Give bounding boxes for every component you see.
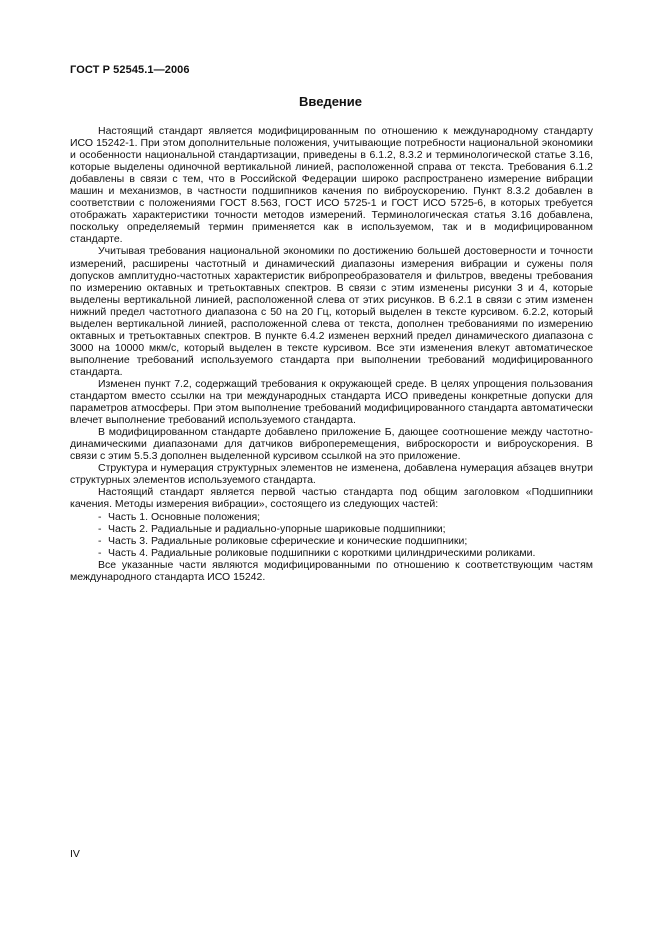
list-item-text: Часть 4. Радиальные роликовые подшипники с короткими цилиндрическими роликами. xyxy=(108,546,536,559)
paragraph: Структура и нумерация структурных элементов не изменена, добавлена нумерация абзацев внутри структурных элементов используемого стандарта. xyxy=(70,462,593,487)
list-item-text: Часть 1. Основные положения; xyxy=(108,510,261,523)
list-item xyxy=(98,547,593,559)
list-marker: - xyxy=(98,510,102,523)
list-item xyxy=(98,523,593,535)
document-header: ГОСТ Р 52545.1—2006 xyxy=(70,64,190,76)
list-marker: - xyxy=(98,522,102,535)
paragraph: Изменен пункт 7.2, содержащий требования к окружающей среде. В целях упрощения пользования стандартом вместо ссылки на три международных стандарта ИСО приведены конкретные допуски для параметров атмосферы. При этом выполнение требований модифицированного стандарта автоматически влечет выполнение требований используемого стандарта. xyxy=(70,377,593,427)
paragraph: Настоящий стандарт является модифицированным по отношению к международному стандарту ИСО 15242-1. При этом дополнительные положения, учитывающие потребности национальной экономики и особенности национальной стандартизации, приведены в 6.1.2, 8.3.2 и терминологической статье 3.16, которые выделены одиночной вертикальной линией, расположенной справа от текста. Требования 6.1.2 добавлены в связи с тем, что в Российской Федерации широко распространено измерение вибрации машин и механизмов, в частности подшипников качения по виброускорению. Пункт 8.3.2 добавлен в соответствии с положениями ГОСТ 8.563, ГОСТ ИСО 5725-1 и ГОСТ ИСО 5725-6, в которых требуется отображать характеристики точности методов измерений. Терминологическая статья 3.16 добавлена, поскольку определяемый термин применяется как в используемом, так и в модифицированном стандарте. xyxy=(70,125,593,246)
parts-list xyxy=(70,511,593,559)
list-marker: - xyxy=(98,546,102,559)
list-item xyxy=(98,511,593,523)
paragraph: Учитывая требования национальной экономики по достижению большей достоверности и точности измерений, расширены частотный и динамический диапазоны измерения вибрации и сужены поля допусков амплитудно-частотных характеристик вибропреобразователя и фильтров, введены требования по измерению октавных и третьоктавных спектров. В связи с этим изменены рисунки 3 и 4, которые выделены вертикальной линией, расположенной слева от этих рисунков. В 6.2.1 в связи с этим изменен нижний предел частотного диапазона с 50 на 20 Гц, который выделен в тексте курсивом. 6.2.2, который выделен вертикальной линией, расположенной слева от текста, дополнен требованиями по измерению октавных и третьоктавных спектров. В пункте 6.4.2 изменен верхний предел динамического диапазона с 3000 на 10000 мкм/с, который выделен в тексте курсивом. Все эти изменения влекут автоматическое выполнение требований используемого стандарта при выполнении требований модифицированного стандарта. xyxy=(70,245,593,378)
list-item-text: Часть 2. Радиальные и радиально-упорные шариковые подшипники; xyxy=(108,522,446,535)
paragraph: В модифицированном стандарте добавлено приложение Б, дающее соотношение между частотно-динамическими диапазонами для датчиков виброперемещения, виброскорости и виброускорения. В связи с этим 5.5.3 дополнен выделенной курсивом ссылкой на это приложение. xyxy=(70,426,593,463)
document-body xyxy=(70,125,593,583)
list-item xyxy=(98,535,593,547)
list-marker: - xyxy=(98,534,102,547)
section-title: Введение xyxy=(299,94,362,109)
paragraph: Все указанные части являются модифицированными по отношению к соответствующим частям международного стандарта ИСО 15242. xyxy=(70,558,593,583)
list-item-text: Часть 3. Радиальные роликовые сферические и конические подшипники; xyxy=(108,534,468,547)
paragraph: Настоящий стандарт является первой частью стандарта под общим заголовком «Подшипники качения. Методы измерения вибрации», состоящего из следующих частей: xyxy=(70,486,593,511)
page-number: IV xyxy=(70,848,80,860)
